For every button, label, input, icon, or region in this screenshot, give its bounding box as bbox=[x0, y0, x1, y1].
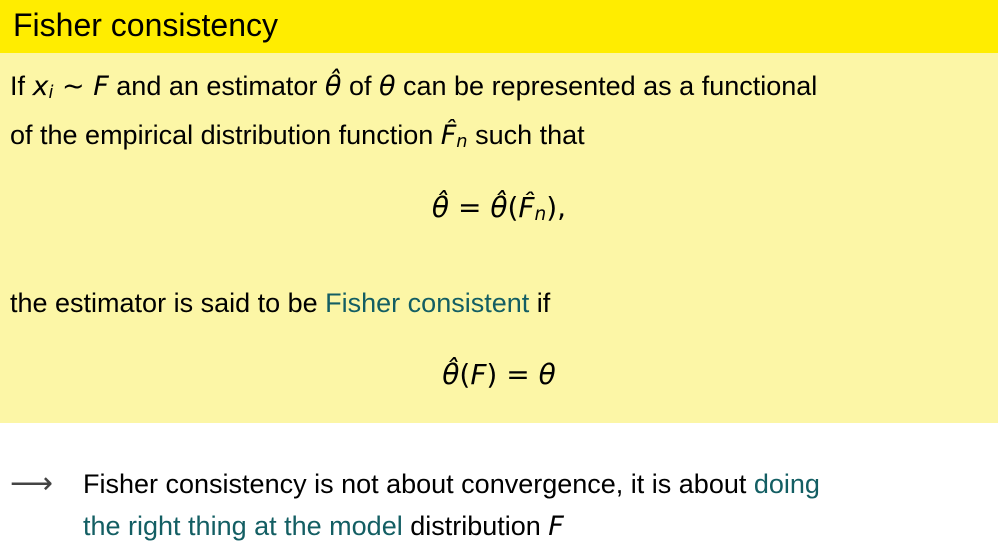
formula-fisher-consistency bbox=[10, 354, 988, 396]
text-segment: of the empirical distribution function bbox=[10, 119, 441, 150]
math-sim-operator: ∼ bbox=[53, 71, 94, 102]
math-F: F bbox=[470, 357, 487, 391]
paragraph-definition bbox=[10, 282, 988, 324]
fisher-consistent-highlight: Fisher consistent bbox=[325, 287, 530, 318]
frame-title-bar bbox=[0, 0, 998, 53]
math-x: x bbox=[32, 71, 49, 102]
definition-block bbox=[0, 53, 998, 423]
math-theta-hat: θ̂ bbox=[324, 71, 342, 102]
text-segment: of bbox=[341, 71, 379, 101]
footer-remark bbox=[83, 463, 986, 548]
text-segment: such that bbox=[467, 119, 585, 150]
math-F: F bbox=[93, 71, 109, 102]
math-F: F bbox=[548, 511, 564, 542]
text-segment: and an estimator bbox=[108, 71, 325, 101]
math-left-paren: ( bbox=[459, 357, 471, 391]
math-theta: θ bbox=[378, 71, 396, 102]
formula-estimator-functional bbox=[10, 187, 988, 236]
math-sub-n: n bbox=[534, 203, 547, 225]
text-segment: If bbox=[10, 71, 33, 101]
text-segment: the estimator is said to be bbox=[10, 287, 326, 318]
paragraph-intro bbox=[10, 65, 988, 163]
text-segment: distribution bbox=[410, 511, 549, 541]
right-thing-highlight: the right thing at the model bbox=[83, 511, 411, 541]
text-segment: Fisher consistency is not about convergence, it is about bbox=[83, 469, 754, 499]
math-equals: = bbox=[449, 190, 491, 224]
text-segment: if bbox=[529, 287, 551, 318]
doing-highlight: doing bbox=[753, 469, 820, 499]
math-F-hat: F̂ bbox=[440, 119, 457, 151]
math-theta: θ bbox=[538, 357, 556, 391]
footer-note bbox=[0, 423, 998, 558]
math-sub-i: i bbox=[48, 81, 54, 103]
long-right-arrow-icon: ⟶ bbox=[10, 466, 54, 501]
math-equals: = bbox=[497, 357, 539, 391]
math-right-paren: ) bbox=[546, 190, 558, 224]
math-theta-hat: θ̂ bbox=[442, 357, 460, 391]
math-theta-hat: θ̂ bbox=[431, 190, 450, 224]
remark-line-1 bbox=[83, 463, 986, 505]
math-F-hat: F̂ bbox=[518, 190, 535, 224]
intro-line-1 bbox=[10, 65, 988, 114]
math-sub-n: n bbox=[456, 130, 468, 152]
math-comma: , bbox=[557, 190, 567, 224]
math-theta-hat: θ̂ bbox=[490, 190, 508, 224]
remark-line-2 bbox=[83, 505, 986, 548]
math-left-paren: ( bbox=[507, 190, 519, 224]
page-title: Fisher consistency bbox=[13, 7, 278, 43]
intro-line-2 bbox=[10, 114, 988, 163]
text-segment: can be represented as a functional bbox=[395, 71, 818, 101]
math-right-paren: ) bbox=[486, 357, 498, 391]
